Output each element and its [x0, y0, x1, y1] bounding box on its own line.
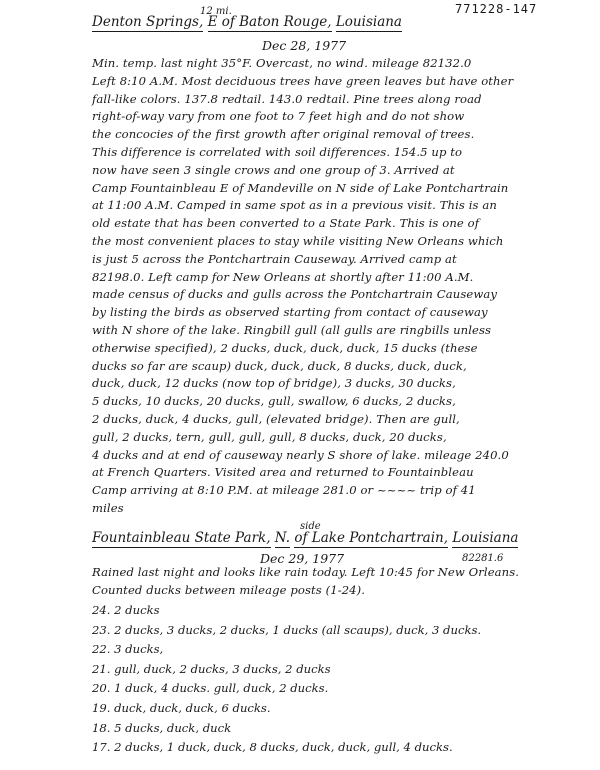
- journal-line: by listing the birds as observed starting from contact of causeway: [92, 305, 488, 320]
- journal-line: 4 ducks and at end of causeway nearly S shore of lake. mileage 240.0: [92, 447, 509, 462]
- journal-line: Rained last night and looks like rain today. Left 10:45 for New Orleans.: [92, 565, 520, 579]
- journal-line: is just 5 across the Pontchartrain Causeway. Arrived camp at: [92, 251, 457, 266]
- entry2-location-c: of Lake Pontchartrain,: [294, 530, 449, 546]
- entry2-date: Dec 29, 1977: [260, 551, 345, 566]
- journal-line: Left 8:10 A.M. Most deciduous trees have green leaves but have other: [92, 73, 514, 88]
- journal-line: 2 ducks, duck, 4 ducks, gull, (elevated bridge). Then are gull,: [92, 412, 460, 426]
- tally-line: 19. duck, duck, duck, 6 ducks.: [92, 701, 271, 715]
- journal-line: old estate that has been converted to a State Park. This is one of: [92, 216, 480, 231]
- journal-line: Camp arriving at 8:10 P.M. at mileage 281.0 or ~~~~ trip of 41: [92, 483, 476, 498]
- journal-line: fall-like colors. 137.8 redtail. 143.0 redtail. Pine trees along road: [92, 91, 482, 106]
- journal-line: the concocies of the first growth after original removal of trees.: [92, 127, 475, 142]
- entry1-location-b: E of Baton Rouge,: [207, 14, 332, 30]
- journal-line: ducks so far are scaup) duck, duck, duck, 8 ducks, duck, duck,: [92, 358, 467, 373]
- journal-line: 82198.0. Left camp for New Orleans at shortly after 11:00 A.M.: [92, 269, 474, 284]
- journal-line: miles: [92, 501, 124, 515]
- journal-line: with N shore of the lake. Ringbill gull (all gulls are ringbills unless: [92, 323, 492, 337]
- entry2-location-insert: side: [300, 521, 321, 532]
- tally-line: 21. gull, duck, 2 ducks, 3 ducks, 2 ducks: [92, 661, 331, 676]
- tally-line: 24. 2 ducks: [92, 603, 160, 617]
- journal-line: right-of-way vary from one foot to 7 feet high and do not show: [92, 109, 465, 124]
- journal-line: the most convenient places to stay while visiting New Orleans which: [92, 234, 504, 248]
- entry1-location-c: Louisiana: [335, 14, 402, 30]
- journal-line: made census of ducks and gulls across the Pontchartrain Causeway: [92, 287, 498, 302]
- tally-line: 17. 2 ducks, 1 duck, duck, 8 ducks, duck, duck, gull, 4 ducks.: [92, 740, 453, 755]
- entry2-heading: [92, 530, 518, 546]
- journal-line: Camp Fountainbleau E of Mandeville on N side of Lake Pontchartrain: [92, 180, 509, 195]
- entry1-date: Dec 28, 1977: [262, 38, 347, 53]
- tally-line: 22. 3 ducks,: [92, 642, 164, 657]
- journal-line: at French Quarters. Visited area and returned to Fountainbleau: [92, 465, 474, 480]
- journal-line: This difference is correlated with soil differences. 154.5 up to: [92, 145, 463, 159]
- tally-line: 20. 1 duck, 4 ducks. gull, duck, 2 ducks.: [92, 681, 329, 696]
- entry2-mileage-note: 82281.6: [462, 553, 504, 564]
- entry1-location-insert: 12 mi.: [200, 6, 232, 17]
- journal-line: Counted ducks between mileage posts (1-24).: [92, 582, 366, 597]
- document-id: 771228-147: [455, 2, 538, 16]
- journal-line: duck, duck, 12 ducks (now top of bridge), 3 ducks, 30 ducks,: [92, 376, 456, 391]
- journal-line: gull, 2 ducks, tern, gull, gull, gull, 8 ducks, duck, 20 ducks,: [92, 429, 447, 444]
- journal-line: at 11:00 A.M. Camped in same spot as in a previous visit. This is an: [92, 198, 497, 213]
- entry1-location-a: Denton Springs,: [92, 14, 204, 30]
- entry2-location-d: Louisiana: [452, 530, 519, 546]
- tally-line: 23. 2 ducks, 3 ducks, 2 ducks, 1 ducks (all scaups), duck, 3 ducks.: [92, 622, 482, 637]
- journal-line: now have seen 3 single crows and one group of 3. Arrived at: [92, 162, 455, 177]
- journal-line: otherwise specified), 2 ducks, duck, duck, duck, 15 ducks (these: [92, 340, 478, 355]
- journal-line: 5 ducks, 10 ducks, 20 ducks, gull, swallow, 6 ducks, 2 ducks,: [92, 394, 456, 409]
- entry2-location-b: N.: [274, 530, 291, 546]
- journal-line: Min. temp. last night 35°F. Overcast, no wind. mileage 82132.0: [92, 56, 472, 70]
- entry1-heading: [92, 14, 402, 30]
- tally-line: 18. 5 ducks, duck, duck: [92, 720, 232, 735]
- entry2-location-a: Fountainbleau State Park,: [92, 530, 271, 546]
